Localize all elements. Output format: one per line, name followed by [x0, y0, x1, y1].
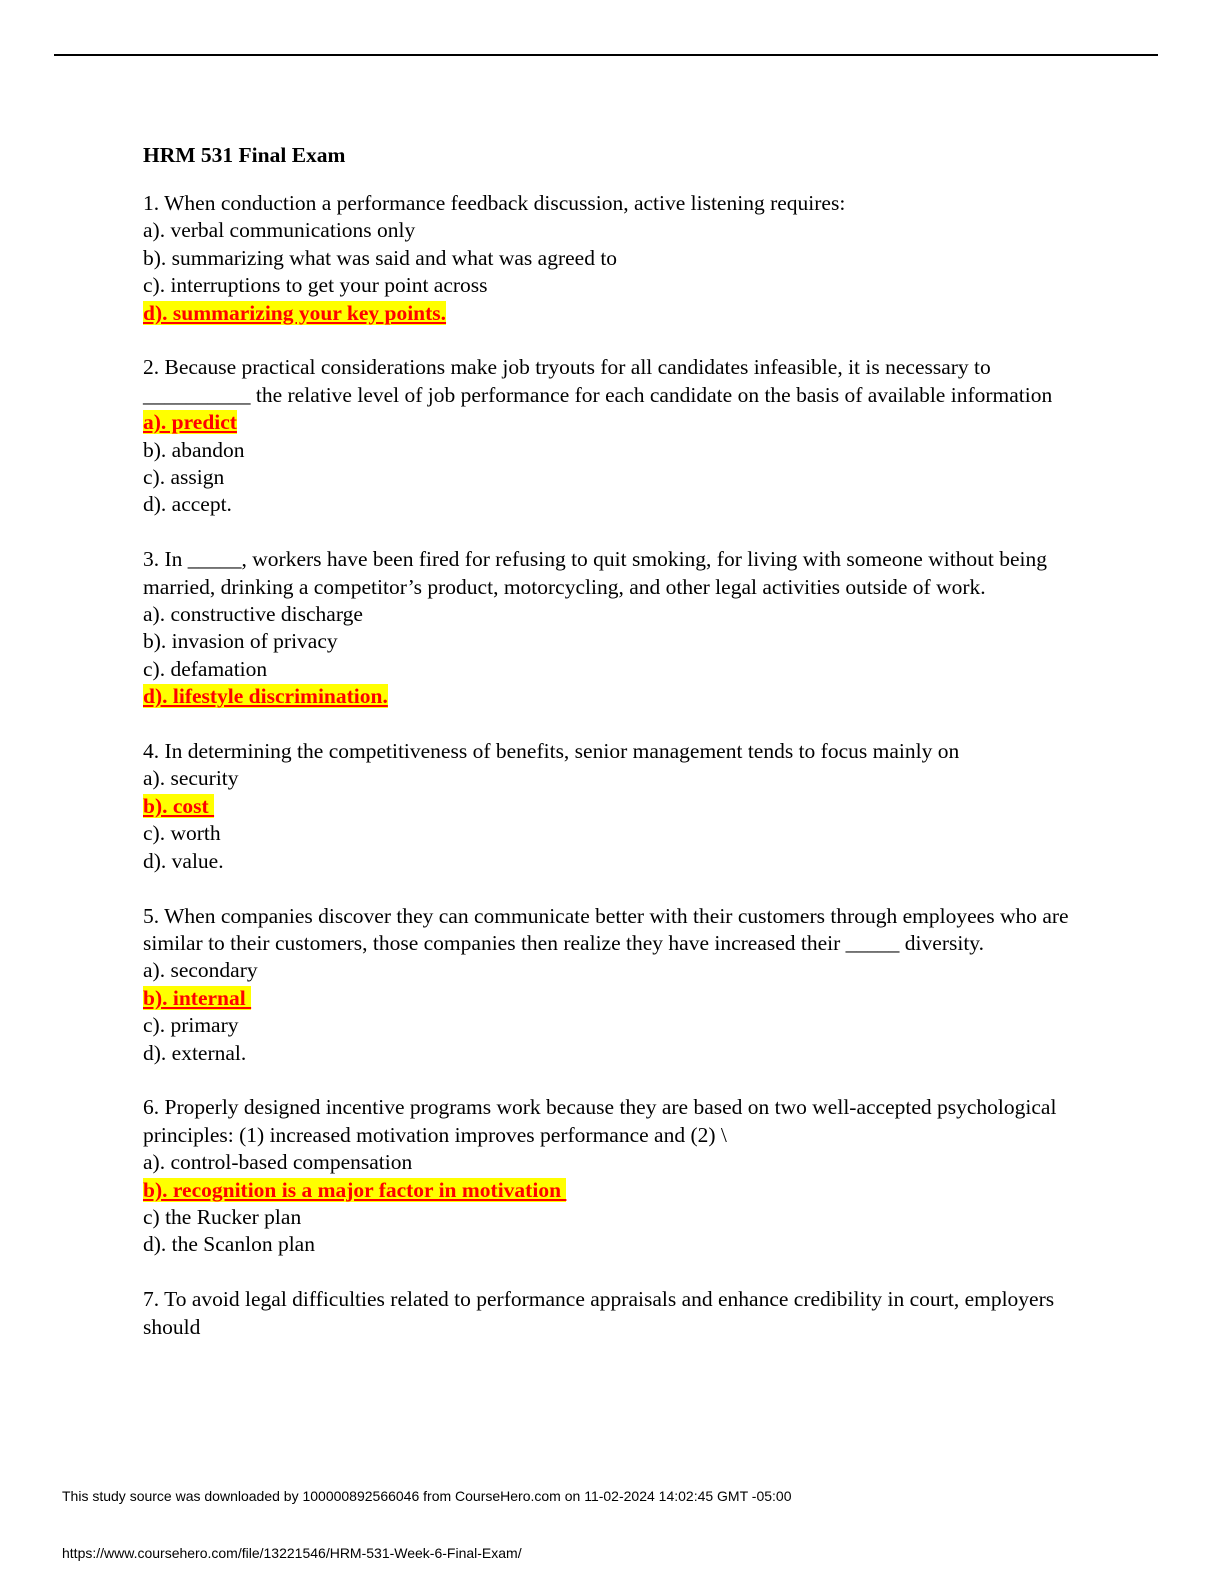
- option-text: d). external.: [143, 1040, 247, 1065]
- question-text: 7. To avoid legal difficulties related to performance appraisals and enhance credibility in court, employers should: [143, 1287, 1055, 1339]
- option-text: c). interruptions to get your point across: [143, 273, 488, 298]
- question-item: [143, 546, 1073, 710]
- footer-source-line: This study source was downloaded by 100000892566046 from CourseHero.com on 11-02-2024 14:02:45 GMT -05:00: [62, 1488, 792, 1504]
- document-body: [143, 140, 1073, 1368]
- option-text: c) the Rucker plan: [143, 1204, 302, 1229]
- correct-answer-text: b). cost: [143, 793, 215, 818]
- answer-option: [143, 217, 1073, 244]
- answer-option: [143, 1012, 1073, 1039]
- option-text: c). primary: [143, 1013, 239, 1038]
- question-item: [143, 1286, 1073, 1341]
- correct-answer-option: [143, 683, 1073, 710]
- correct-answer-text: a). predict: [143, 410, 237, 435]
- answer-option: [143, 272, 1073, 299]
- option-text: d). accept.: [143, 492, 232, 517]
- option-text: c). worth: [143, 821, 221, 846]
- answer-option: [143, 628, 1073, 655]
- question-text: 3. In _____, workers have been fired for refusing to quit smoking, for living with someone without being married, drinking a competitor’s product, motorcycling, and other legal activities outside of work.: [143, 547, 1048, 599]
- answer-option: [143, 437, 1073, 464]
- option-text: b). invasion of privacy: [143, 629, 338, 654]
- answer-option: [143, 1204, 1073, 1231]
- answer-option: [143, 464, 1073, 491]
- option-text: d). the Scanlon plan: [143, 1232, 315, 1257]
- correct-answer-text: b). internal: [143, 985, 252, 1010]
- question-text: 4. In determining the competitiveness of benefits, senior management tends to focus mainly on: [143, 739, 960, 764]
- question-text: 1. When conduction a performance feedback discussion, active listening requires:: [143, 191, 846, 215]
- option-text: c). defamation: [143, 656, 268, 681]
- answer-option: [143, 957, 1073, 984]
- option-text: b). abandon: [143, 437, 245, 462]
- option-text: a). secondary: [143, 958, 258, 983]
- correct-answer-text: b). recognition is a major factor in motivation: [143, 1177, 567, 1202]
- question-item: [143, 354, 1073, 518]
- answer-option: [143, 245, 1073, 272]
- question-text: 5. When companies discover they can communicate better with their customers through employees who are similar to their customers, those companies then realize they have increased their _____ diversity.: [143, 903, 1069, 955]
- question-item: [143, 903, 1073, 1067]
- answer-option: [143, 656, 1073, 683]
- option-text: c). assign: [143, 465, 225, 490]
- answer-option: [143, 491, 1073, 518]
- answer-option: [143, 848, 1073, 875]
- answer-option: [143, 765, 1073, 792]
- option-text: b). summarizing what was said and what was agreed to: [143, 245, 618, 270]
- question-item: [143, 190, 1073, 327]
- correct-answer-option: [143, 985, 1073, 1012]
- correct-answer-text: d). lifestyle discrimination.: [143, 684, 388, 709]
- correct-answer-option: [143, 409, 1073, 436]
- correct-answer-option: [143, 300, 1073, 327]
- question-text: 6. Properly designed incentive programs work because they are based on two well-accepted psychological principles: (1) increased motivation improves performance and (2) \: [143, 1095, 1057, 1147]
- question-item: [143, 738, 1073, 875]
- correct-answer-option: [143, 793, 1073, 820]
- question-text: 2. Because practical considerations make job tryouts for all candidates infeasible, it is necessary to __________ the relative level of job performance for each candidate on the basis of available information: [143, 355, 1053, 407]
- answer-option: [143, 1231, 1073, 1258]
- document-title: HRM 531 Final Exam: [143, 143, 346, 167]
- answer-option: [143, 1149, 1073, 1176]
- question-list: [143, 190, 1073, 1341]
- top-rule: [54, 54, 1158, 56]
- option-text: a). control-based compensation: [143, 1150, 413, 1175]
- option-text: d). value.: [143, 848, 224, 873]
- question-item: [143, 1094, 1073, 1258]
- option-text: a). security: [143, 766, 239, 791]
- option-text: a). constructive discharge: [143, 602, 363, 627]
- footer-url[interactable]: https://www.coursehero.com/file/13221546/HRM-531-Week-6-Final-Exam/: [62, 1545, 522, 1561]
- correct-answer-text: d). summarizing your key points.: [143, 300, 447, 325]
- option-text: a). verbal communications only: [143, 218, 416, 243]
- correct-answer-option: [143, 1177, 1073, 1204]
- answer-option: [143, 820, 1073, 847]
- answer-option: [143, 601, 1073, 628]
- answer-option: [143, 1040, 1073, 1067]
